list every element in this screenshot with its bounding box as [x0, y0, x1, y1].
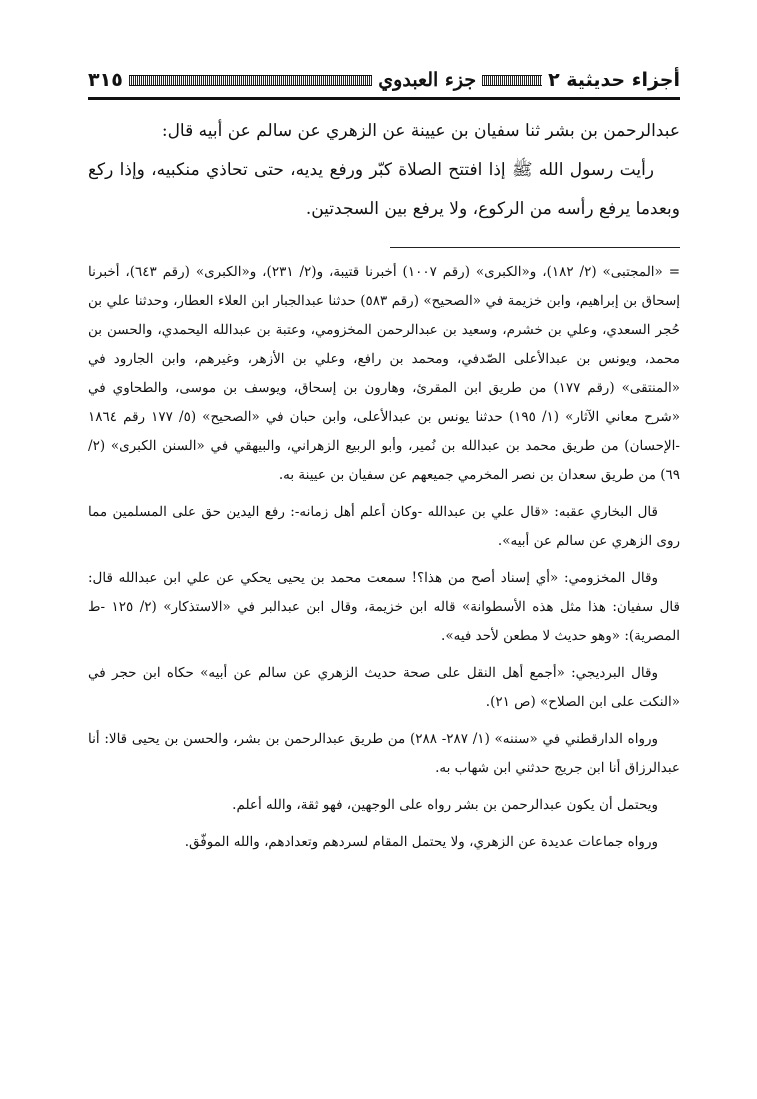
- header-rule: [88, 97, 680, 100]
- footnote-continuation: = «المجتبى» (٢/ ١٨٢)، و«الكبرى» (رقم ١٠٠٧) أخبرنا قتيبة، و(٢/ ٢٣١)، و«الكبرى» (رقم ٦٤٣)، أخبرنا إسحاق بن إبراهيم، وابن خزيمة في «الصحيح» (رقم ٥٨٣) حدثنا عبدالجبار ابن العلاء العطار، وحدثنا علي بن حُجر السعدي، وعلي بن خشرم، وسعيد بن عبدالرحمن المخزومي، وعتبة بن عبدالله اليحمدي، والحسن بن محمد، ويونس بن عبدالأعلى الصّدفي، ومحمد بن رافع، وعلي بن الأزهر، وغيرهم، وابن الجارود في «المنتقى» (رقم ١٧٧) من طريق ابن المقرئ، وهارون بن إسحاق، ويوسف بن موسى، والطحاوي في «شرح معاني الآثار» (١/ ١٩٥) حدثنا يونس بن عبدالأعلى، وابن حبان في «الصحيح» (٥/ ١٧٧ رقم ١٨٦٤ -الإحسان) من طريق محمد بن عبدالله بن نُمير، وأبو الربيع الزهراني، والبيهقي في «السنن الكبرى» (٢/ ٦٩) من طريق سعدان بن نصر المخرمي جميعهم عن سفيان بن عيينة به.: [88, 264, 681, 483]
- footnote-paragraph: ورواه الدارقطني في «سننه» (١/ ٢٨٧- ٢٨٨) من طريق عبدالرحمن بن بشر، والحسن بن يحيى قالا: أنا عبدالرزاق أنا ابن جريج حدثني ابن شهاب به.: [88, 731, 680, 776]
- footnote-separator: [390, 247, 680, 248]
- header-ornament-bar: [482, 75, 542, 86]
- hadith-text: رأيت رسول الله ﷺ إذا افتتح الصلاة كبّر ورفع يديه، حتى تحاذي منكبيه، وإذا ركع وبعدما يرفع رأسه من الركوع، ولا يرفع بين السجدتين.: [88, 160, 680, 219]
- part-title: جزء العبدوي: [378, 69, 477, 91]
- footnote-paragraph: وقال المخزومي: «أي إسناد أصح من هذا؟! سمعت محمد بن يحيى يحكي عن علي ابن عبدالله قال: قال سفيان: هذا مثل هذه الأسطوانة» قاله ابن خزيمة، وقال ابن عبدالبر في «الاستذكار» (٢/ ١٢٥ -ط المصرية): «وهو حديث لا مطعن لأحد فيه».: [88, 570, 680, 644]
- footnote-paragraph: ويحتمل أن يكون عبدالرحمن بن بشر رواه على الوجهين، فهو ثقة، والله أعلم.: [232, 797, 658, 813]
- footnote-paragraph: ورواه جماعات عديدة عن الزهري، ولا يحتمل المقام لسردهم وتعدادهم، والله الموفّق.: [184, 834, 658, 850]
- footnote-paragraph: قال البخاري عقبه: «قال علي بن عبدالله -وكان أعلم أهل زمانه-: رفع اليدين حق على المسلمين مما روى الزهري عن سالم عن أبيه».: [88, 504, 680, 549]
- header-ornament-bar: [129, 75, 373, 86]
- isnad-line: عبدالرحمن بن بشر ثنا سفيان بن عيينة عن الزهري عن سالم عن أبيه قال:: [161, 121, 680, 141]
- page-header: [88, 63, 680, 97]
- footnote-paragraph: وقال البرديجي: «أجمع أهل النقل على صحة حديث الزهري عن سالم عن أبيه» حكاه ابن حجر في «النكت على ابن الصلاح» (ص ٢١).: [88, 665, 680, 710]
- page-number: ٣١٥: [88, 69, 123, 91]
- main-text: [88, 112, 680, 229]
- footnotes: [88, 258, 680, 857]
- book-title: أجزاء حديثية ٢: [548, 69, 680, 91]
